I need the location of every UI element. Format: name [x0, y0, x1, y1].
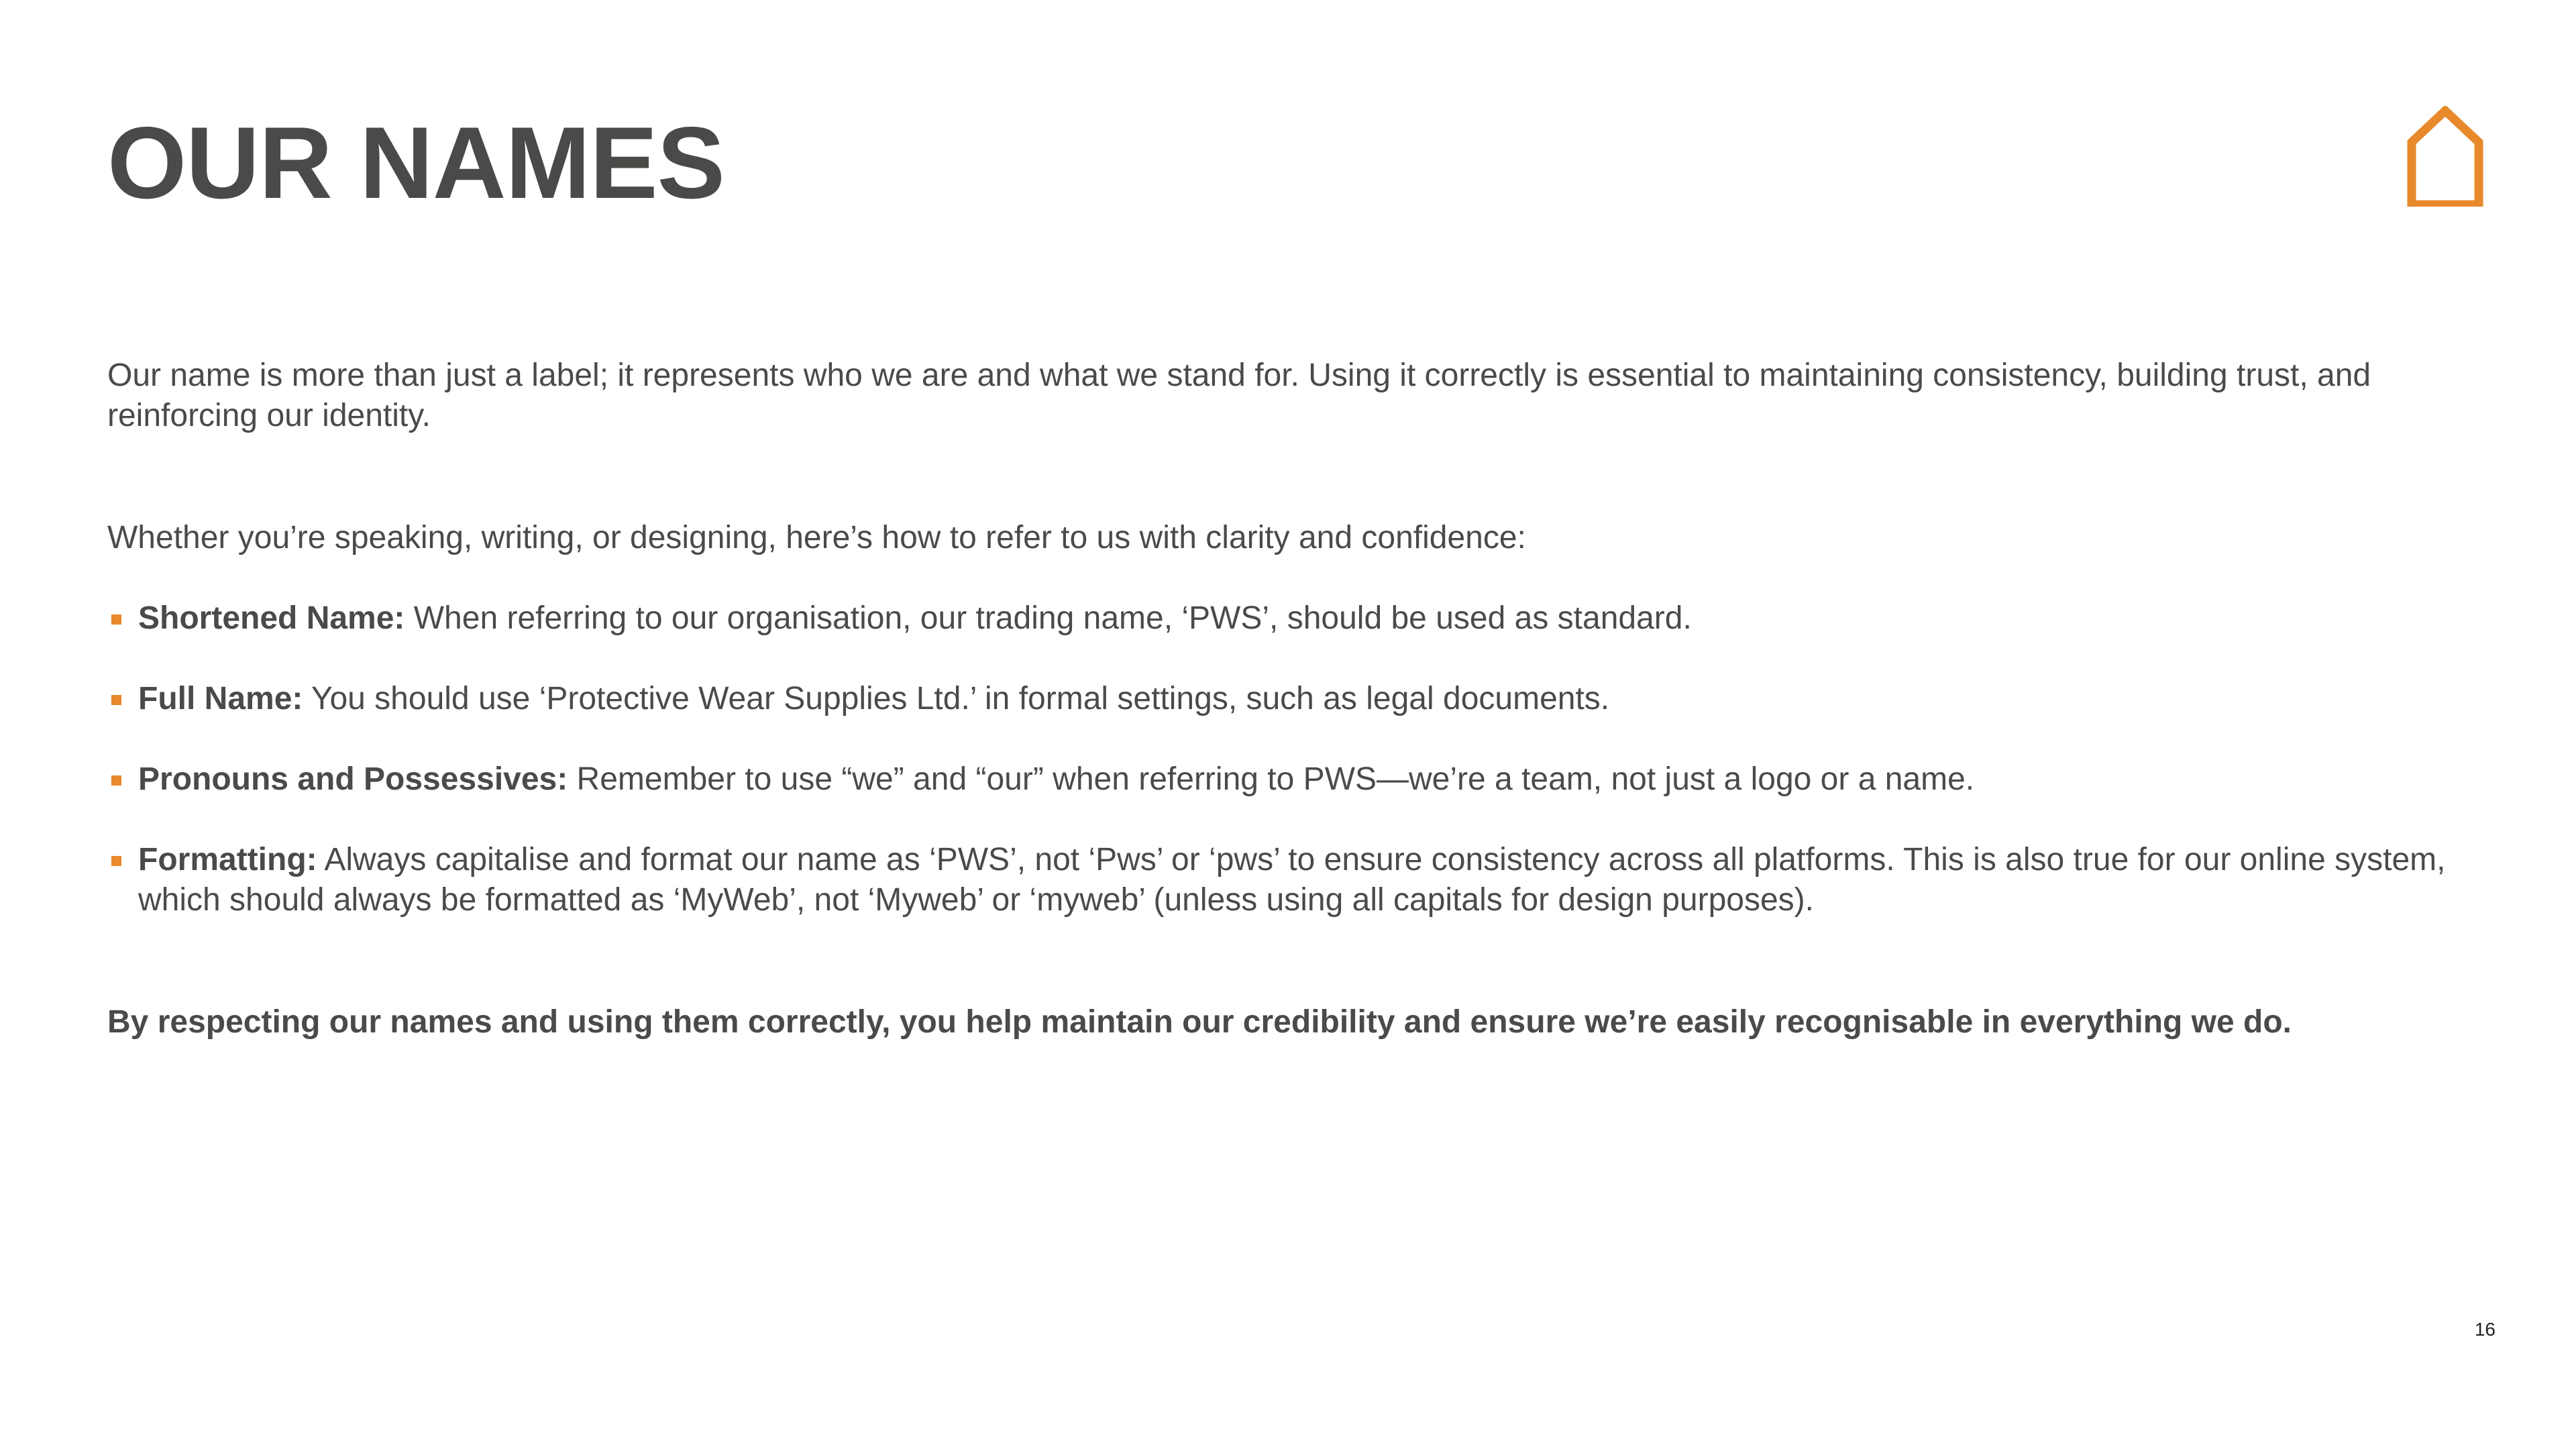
intro-paragraph: Our name is more than just a label; it represents who we are and what we stand for. Using it correctly is essential to maintaining consistency, building trust, and reinforcing our identity. — [107, 358, 2371, 433]
list-item — [107, 598, 2496, 639]
bullet-text: Always capitalise and format our name as ‘PWS’, not ‘Pws’ or ‘pws’ to ensure consistency across all platforms. This is also true for our online system, which should always be formatted as ‘MyWeb’, not ‘Myweb’ or ‘myweb’ (unless using all capitals for design purposes). — [138, 842, 2446, 918]
closing-statement: By respecting our names and using them correctly, you help maintain our credibility and ensure we’re easily recognisable in everything we do. — [107, 1004, 2292, 1040]
slide-body — [107, 356, 2496, 1042]
list-item — [107, 759, 2496, 800]
list-item — [107, 840, 2496, 920]
bullet-square-icon — [111, 614, 121, 625]
bullet-text: When referring to our organisation, our trading name, ‘PWS’, should be used as standard. — [405, 600, 1692, 636]
lead-paragraph: Whether you’re speaking, writing, or designing, here’s how to refer to us with clarity and confidence: — [107, 520, 1526, 555]
page-number: 16 — [2474, 1319, 2496, 1340]
page-title: OUR NAMES — [107, 106, 724, 220]
bullet-term: Formatting: — [138, 842, 317, 877]
bullet-term: Pronouns and Possessives: — [138, 761, 568, 797]
name-guidelines-list — [107, 598, 2496, 920]
bullet-term: Full Name: — [138, 681, 303, 716]
list-item — [107, 679, 2496, 719]
bullet-text: Remember to use “we” and “our” when referring to PWS—we’re a team, not just a logo or a name. — [568, 761, 1975, 797]
bullet-term: Shortened Name: — [138, 600, 405, 636]
bullet-text: You should use ‘Protective Wear Supplies Ltd.’ in formal settings, such as legal documents. — [303, 681, 1610, 716]
house-outline-icon — [2406, 106, 2485, 207]
bullet-square-icon — [111, 856, 121, 866]
bullet-square-icon — [111, 775, 121, 786]
bullet-square-icon — [111, 695, 121, 705]
